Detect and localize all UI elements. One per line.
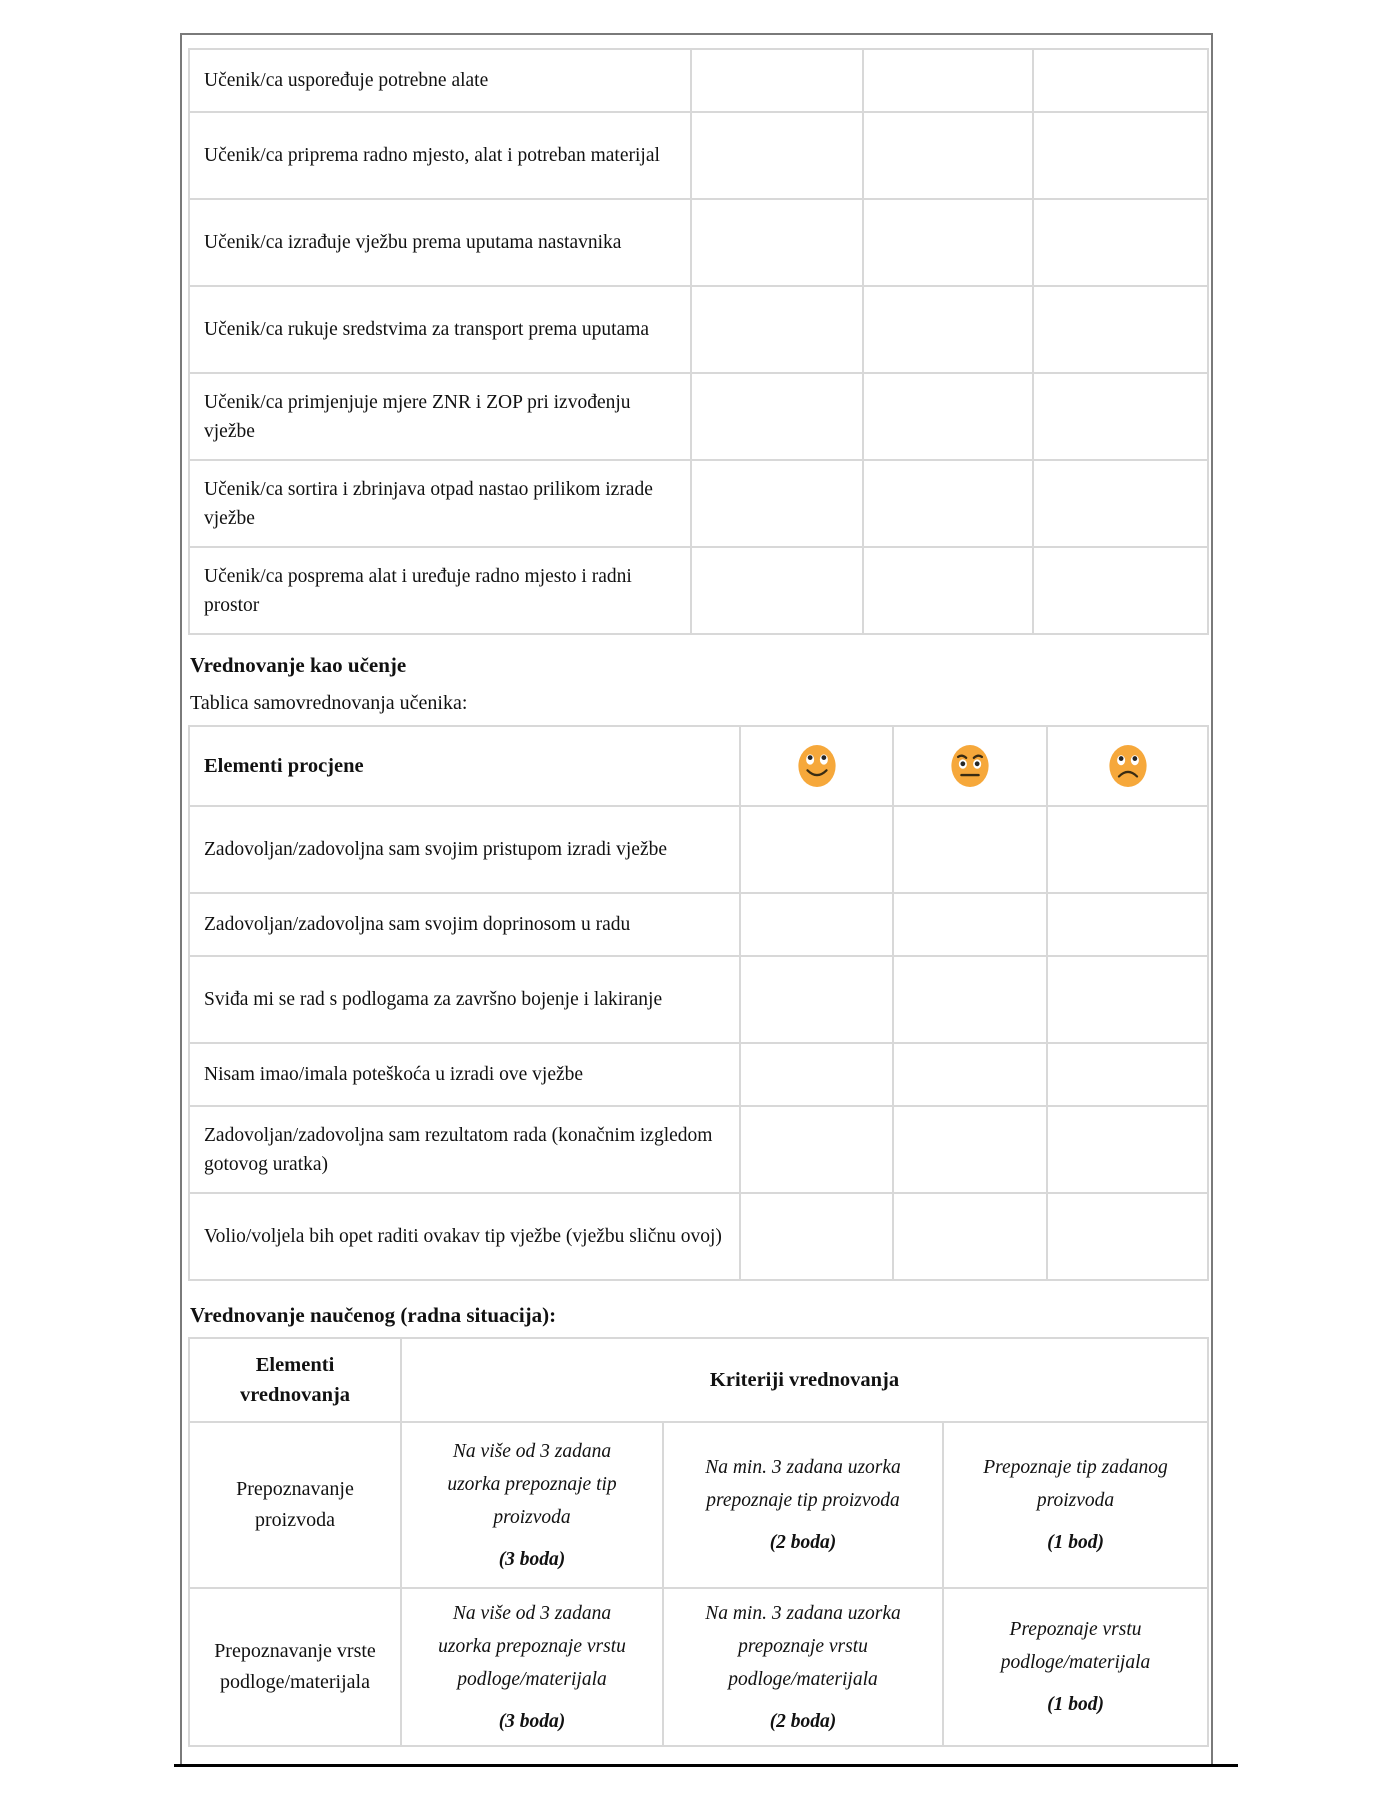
answer-cell[interactable] — [691, 547, 863, 634]
answer-cell[interactable] — [740, 806, 893, 893]
criterion-text: Učenik/ca uspoređuje potrebne alate — [189, 49, 691, 112]
table-row — [189, 956, 1208, 1043]
answer-cell[interactable] — [691, 199, 863, 286]
rubric-header-elements: Elementi vrednovanja — [189, 1338, 401, 1422]
rubric-criterion-cell — [401, 1588, 663, 1746]
criterion-text: Učenik/ca posprema alat i uređuje radno mjesto i radni prostor — [189, 547, 691, 634]
criterion-points: (3 boda) — [498, 1710, 566, 1732]
answer-cell[interactable] — [1047, 1193, 1208, 1280]
answer-cell[interactable] — [893, 956, 1047, 1043]
criterion-description: Prepoznaje tip zadanog proizvoda — [983, 1457, 1168, 1511]
answer-cell[interactable] — [1047, 893, 1208, 956]
table-row — [189, 1422, 1208, 1588]
criterion-text: Učenik/ca priprema radno mjesto, alat i potreban materijal — [189, 112, 691, 199]
table-row — [189, 1106, 1208, 1193]
criterion-description: Na min. 3 zadana uzorka prepoznaje tip proizvoda — [705, 1457, 901, 1511]
answer-cell[interactable] — [1047, 806, 1208, 893]
rubric-header-criteria: Kriteriji vrednovanja — [401, 1338, 1208, 1422]
table-row — [189, 806, 1208, 893]
table-row — [189, 199, 1208, 286]
answer-cell[interactable] — [1047, 956, 1208, 1043]
emoji-header-cell — [1047, 726, 1208, 806]
table-row — [189, 49, 1208, 112]
emoji-header-cell — [740, 726, 893, 806]
answer-cell[interactable] — [893, 1043, 1047, 1106]
table-header-row — [189, 726, 1208, 806]
neutral-emoji-icon — [949, 743, 991, 789]
sad-emoji-icon — [1107, 743, 1149, 789]
answer-cell[interactable] — [1033, 286, 1208, 373]
rubric-criterion-cell — [663, 1588, 943, 1746]
statement-text: Volio/voljela bih opet raditi ovakav tip vježbe (vježbu sličnu ovoj) — [189, 1193, 740, 1280]
answer-cell[interactable] — [691, 460, 863, 547]
criterion-text: Učenik/ca izrađuje vježbu prema uputama nastavnika — [189, 199, 691, 286]
rubric-element: Prepoznavanje vrste podloge/materijala — [189, 1588, 401, 1746]
statement-text: Zadovoljan/zadovoljna sam svojim pristupom izradi vježbe — [189, 806, 740, 893]
answer-cell[interactable] — [1033, 373, 1208, 460]
table-row — [189, 460, 1208, 547]
document-page — [180, 33, 1213, 1764]
emoji-header-cell — [893, 726, 1047, 806]
rubric-table — [188, 1337, 1209, 1747]
rubric-criterion-cell — [663, 1422, 943, 1588]
criterion-description: Na više od 3 zadana uzorka prepoznaje tip proizvoda — [447, 1440, 617, 1528]
criterion-text: Učenik/ca sortira i zbrinjava otpad nastao prilikom izrade vježbe — [189, 460, 691, 547]
self-evaluation-subheading: Tablica samovrednovanja učenika: — [190, 692, 468, 714]
answer-cell[interactable] — [740, 1193, 893, 1280]
criterion-points: (1 bod) — [1047, 1532, 1104, 1553]
criterion-points: (1 bod) — [1047, 1694, 1104, 1715]
self-evaluation-table — [188, 725, 1209, 1281]
criterion-text: Učenik/ca rukuje sredstvima za transport prema uputama — [189, 286, 691, 373]
statement-text: Zadovoljan/zadovoljna sam rezultatom rada (konačnim izgledom gotovog uratka) — [189, 1106, 740, 1193]
table-row — [189, 112, 1208, 199]
happy-emoji-icon — [796, 743, 838, 789]
answer-cell[interactable] — [893, 1193, 1047, 1280]
page-bottom-edge — [174, 1764, 1238, 1767]
answer-cell[interactable] — [1033, 112, 1208, 199]
answer-cell[interactable] — [691, 49, 863, 112]
answer-cell[interactable] — [863, 286, 1033, 373]
table-row — [189, 286, 1208, 373]
answer-cell[interactable] — [1033, 547, 1208, 634]
table-row — [189, 547, 1208, 634]
statement-text: Zadovoljan/zadovoljna sam svojim doprinosom u radu — [189, 893, 740, 956]
answer-cell[interactable] — [1033, 199, 1208, 286]
checklist-table — [188, 48, 1209, 635]
answer-cell[interactable] — [691, 112, 863, 199]
answer-cell[interactable] — [1033, 49, 1208, 112]
answer-cell[interactable] — [740, 893, 893, 956]
answer-cell[interactable] — [863, 547, 1033, 634]
self-eval-header-label: Elementi procjene — [189, 726, 740, 806]
answer-cell[interactable] — [740, 1106, 893, 1193]
criterion-points: (2 boda) — [769, 1532, 837, 1553]
criterion-points: (2 boda) — [769, 1710, 837, 1732]
answer-cell[interactable] — [1033, 460, 1208, 547]
section-heading-self-evaluation: Vrednovanje kao učenje — [190, 653, 407, 677]
rubric-criterion-cell — [943, 1588, 1208, 1746]
rubric-element: Prepoznavanje proizvoda — [189, 1422, 401, 1588]
table-header-row — [189, 1338, 1208, 1422]
answer-cell[interactable] — [863, 373, 1033, 460]
answer-cell[interactable] — [740, 956, 893, 1043]
section-heading-learning-evaluation: Vrednovanje naučenog (radna situacija): — [190, 1303, 557, 1327]
answer-cell[interactable] — [893, 1106, 1047, 1193]
answer-cell[interactable] — [863, 199, 1033, 286]
criterion-description: Prepoznaje vrstu podloge/materijala — [1000, 1619, 1151, 1673]
criterion-text: Učenik/ca primjenjuje mjere ZNR i ZOP pri izvođenju vježbe — [189, 373, 691, 460]
answer-cell[interactable] — [863, 460, 1033, 547]
table-row — [189, 893, 1208, 956]
criterion-points: (3 boda) — [498, 1548, 566, 1570]
rubric-criterion-cell — [943, 1422, 1208, 1588]
criterion-description: Na više od 3 zadana uzorka prepoznaje vrstu podloge/materijala — [438, 1602, 626, 1690]
statement-text: Sviđa mi se rad s podlogama za završno bojenje i lakiranje — [189, 956, 740, 1043]
answer-cell[interactable] — [691, 373, 863, 460]
answer-cell[interactable] — [893, 806, 1047, 893]
table-row — [189, 1193, 1208, 1280]
rubric-criterion-cell — [401, 1422, 663, 1588]
answer-cell[interactable] — [1047, 1043, 1208, 1106]
table-row — [189, 373, 1208, 460]
answer-cell[interactable] — [740, 1043, 893, 1106]
answer-cell[interactable] — [893, 893, 1047, 956]
answer-cell[interactable] — [863, 112, 1033, 199]
statement-text: Nisam imao/imala poteškoća u izradi ove vježbe — [189, 1043, 740, 1106]
table-row — [189, 1043, 1208, 1106]
criterion-description: Na min. 3 zadana uzorka prepoznaje vrstu podloge/materijala — [705, 1602, 901, 1690]
answer-cell[interactable] — [863, 49, 1033, 112]
answer-cell[interactable] — [691, 286, 863, 373]
table-row — [189, 1588, 1208, 1746]
answer-cell[interactable] — [1047, 1106, 1208, 1193]
